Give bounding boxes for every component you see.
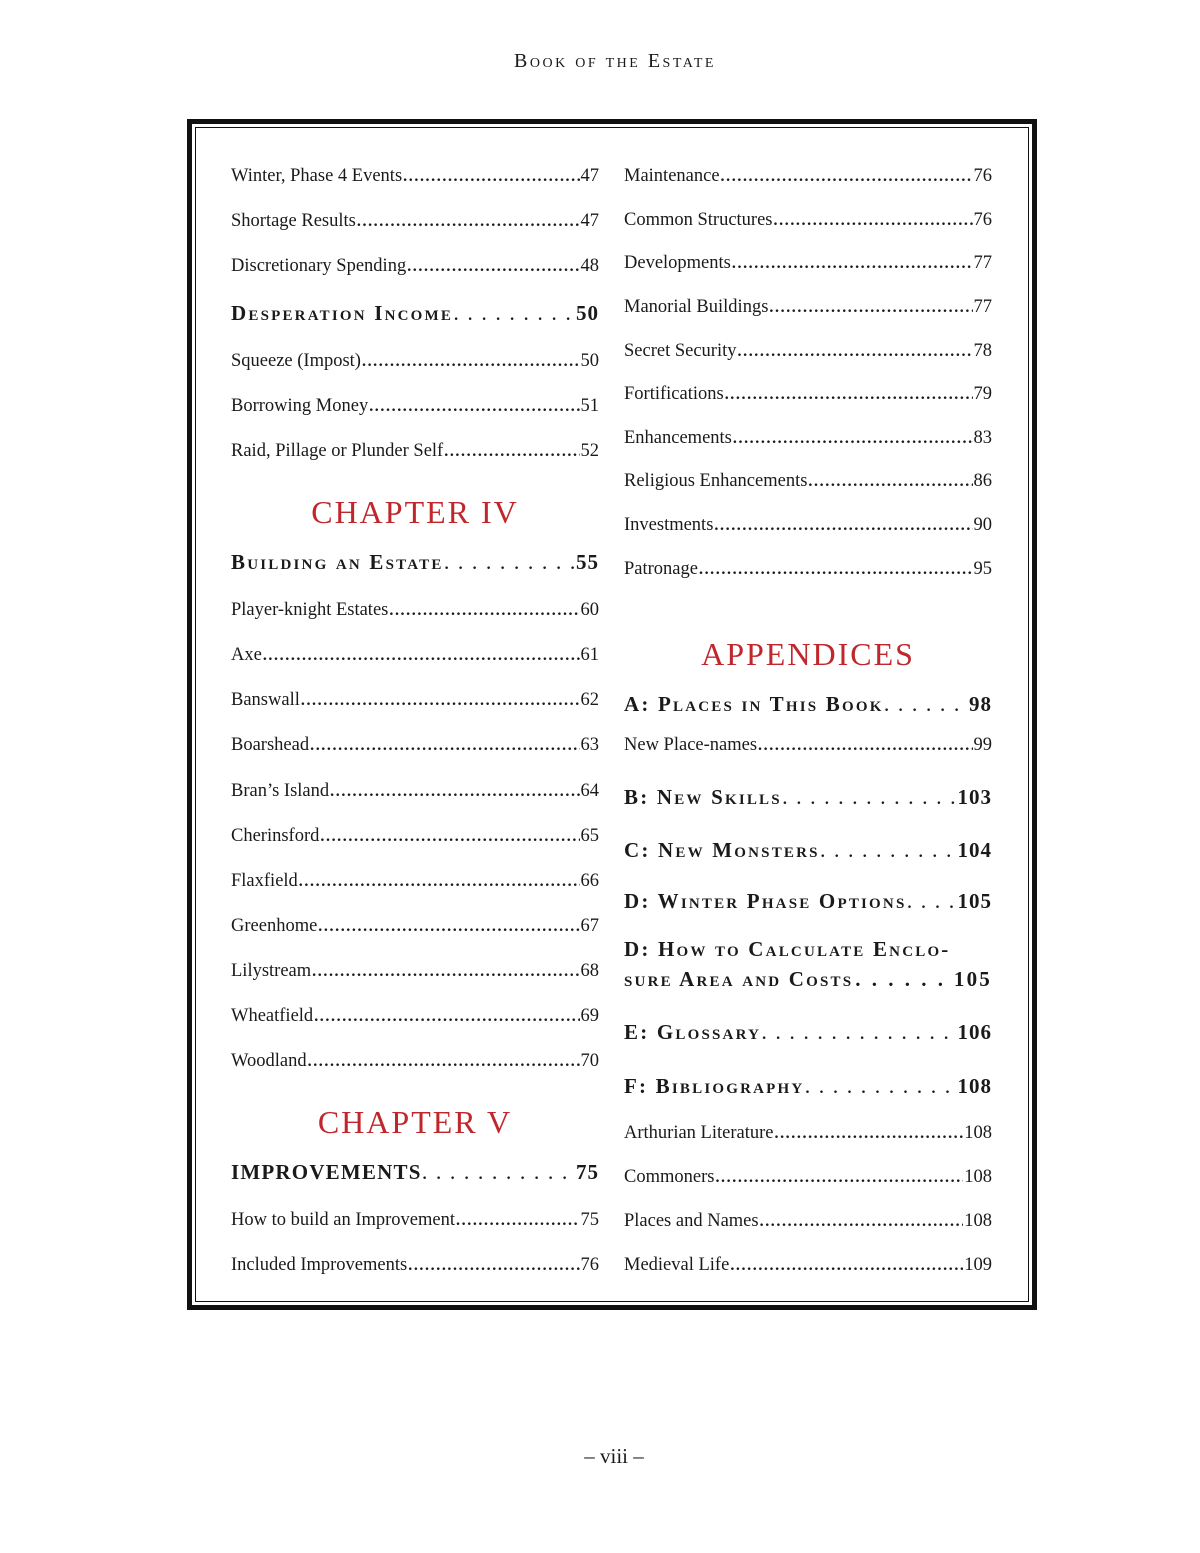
toc-entry-page: 48	[580, 256, 599, 276]
toc-entry[interactable]	[231, 733, 599, 758]
toc-entry[interactable]	[231, 209, 599, 234]
toc-entry-label: Raid, Pillage or Plunder Self	[231, 441, 444, 461]
toc-entry[interactable]	[624, 164, 992, 189]
dot-leader	[357, 210, 580, 234]
dot-leader	[408, 1254, 579, 1278]
toc-entry[interactable]	[231, 1004, 599, 1029]
toc-section-entry[interactable]	[624, 887, 992, 918]
dot-leader	[454, 302, 575, 330]
toc-entry[interactable]	[231, 254, 599, 279]
dot-leader	[730, 1254, 963, 1278]
toc-entry-label: Manorial Buildings	[624, 297, 769, 317]
dot-leader	[721, 165, 973, 189]
dot-leader	[362, 350, 580, 374]
toc-entry-label: Desperation Income	[231, 301, 454, 325]
toc-entry[interactable]	[231, 164, 599, 189]
toc-entry-label: B: New Skills	[624, 785, 782, 809]
dot-leader	[762, 1021, 956, 1049]
toc-entry-label: Enhancements	[624, 428, 732, 448]
toc-entry-label: Building an Estate	[231, 550, 444, 574]
toc-entry-label: Commoners	[624, 1167, 715, 1187]
dot-leader	[301, 689, 580, 713]
toc-section-entry[interactable]	[624, 783, 992, 814]
toc-entry-page: 108	[957, 1074, 992, 1098]
toc-entry-label: Included Improvements	[231, 1255, 408, 1275]
toc-entry[interactable]	[231, 779, 599, 804]
toc-entry-label: Common Structures	[624, 210, 773, 230]
dot-leader	[774, 209, 973, 233]
toc-entry-page: 95	[973, 559, 992, 579]
dot-leader	[774, 1122, 963, 1146]
toc-entry-label: Player-knight Estates	[231, 600, 389, 620]
toc-entry-page: 108	[964, 1211, 992, 1231]
toc-entry[interactable]	[231, 643, 599, 668]
toc-entry-line2	[624, 964, 992, 994]
toc-entry-page: 75	[576, 1160, 599, 1184]
dot-leader	[732, 252, 973, 276]
toc-entry-page: 76	[973, 210, 992, 230]
toc-entry-label: Woodland	[231, 1051, 307, 1071]
toc-entry[interactable]	[231, 394, 599, 419]
toc-entry-label: C: New Monsters	[624, 838, 820, 862]
toc-entry-page: 50	[580, 351, 599, 371]
toc-entry-page: 62	[580, 690, 599, 710]
toc-entry[interactable]	[231, 439, 599, 464]
toc-entry-page: 51	[580, 396, 599, 416]
toc-entry-page: 69	[580, 1006, 599, 1026]
toc-entry-label: Shortage Results	[231, 211, 356, 231]
toc-entry-page: 65	[580, 826, 599, 846]
toc-entry-page: 86	[973, 471, 992, 491]
dot-leader	[445, 551, 575, 579]
toc-entry-label: Medieval Life	[624, 1255, 730, 1275]
toc-entry[interactable]	[624, 733, 992, 758]
toc-entry-page: 104	[957, 838, 992, 862]
toc-entry[interactable]	[624, 513, 992, 538]
toc-entry-page: 77	[973, 297, 992, 317]
toc-entry[interactable]	[231, 824, 599, 849]
dot-leader	[783, 786, 957, 814]
toc-entry-label: Wheatfield	[231, 1006, 314, 1026]
dot-leader	[821, 839, 957, 867]
toc-entry-label: F: Bibliography	[624, 1074, 805, 1098]
dot-leader	[908, 890, 957, 918]
toc-entry[interactable]	[624, 295, 992, 320]
toc-entry-page: 64	[580, 781, 599, 801]
toc-entry[interactable]	[231, 869, 599, 894]
toc-entry[interactable]	[231, 688, 599, 713]
toc-entry-label: How to build an Improvement	[231, 1210, 456, 1230]
toc-entry-page: 83	[973, 428, 992, 448]
toc-entry-label: Maintenance	[624, 166, 720, 186]
dot-leader	[369, 395, 579, 419]
toc-entry[interactable]	[624, 1165, 992, 1190]
toc-frame	[187, 119, 1037, 1310]
toc-entry-label: Fortifications	[624, 384, 724, 404]
toc-entry[interactable]	[231, 1049, 599, 1074]
toc-entry[interactable]	[624, 557, 992, 582]
toc-entry-label: Lilystream	[231, 961, 312, 981]
toc-entry-page: 47	[580, 211, 599, 231]
dot-leader	[758, 734, 972, 758]
toc-entry[interactable]	[231, 598, 599, 623]
toc-section-entry[interactable]	[231, 299, 599, 330]
toc-entry-label: A: Places in This Book	[624, 692, 884, 716]
toc-entry-page: 108	[964, 1167, 992, 1187]
toc-section-entry[interactable]	[624, 1072, 992, 1103]
dot-leader	[423, 1161, 575, 1189]
dot-leader	[805, 1075, 956, 1103]
dot-leader	[885, 693, 968, 721]
toc-entry-page: 60	[580, 600, 599, 620]
toc-entry-page: 79	[973, 384, 992, 404]
toc-entry[interactable]	[624, 382, 992, 407]
toc-entry[interactable]	[624, 469, 992, 494]
toc-entry-label: Winter, Phase 4 Events	[231, 166, 403, 186]
page-number: – viii –	[584, 1444, 644, 1468]
toc-section-entry[interactable]	[624, 836, 992, 867]
dot-leader	[456, 1209, 579, 1233]
toc-entry[interactable]	[231, 1208, 599, 1233]
toc-entry-page: 76	[580, 1255, 599, 1275]
toc-entry-label: Patronage	[624, 559, 698, 579]
toc-entry-page: 76	[973, 166, 992, 186]
toc-entry-page: 75	[580, 1210, 599, 1230]
toc-entry-label: E: Glossary	[624, 1020, 762, 1044]
toc-entry[interactable]	[624, 1209, 992, 1234]
toc-entry[interactable]	[231, 959, 599, 984]
toc-entry-label-line2: sure Area and Costs	[624, 967, 854, 991]
toc-section-entry[interactable]	[624, 1018, 992, 1049]
dot-leader	[308, 1050, 580, 1074]
toc-entry-label-line1: D: How to Calculate Enclo-	[624, 937, 951, 961]
toc-entry-label: IMPROVEMENTS	[231, 1160, 422, 1184]
dot-leader	[312, 960, 579, 984]
toc-entry-page: 66	[580, 871, 599, 891]
toc-entry-label: Squeeze (Impost)	[231, 351, 361, 371]
dot-leader	[760, 1210, 964, 1234]
chapter-heading: CHAPTER IV	[311, 494, 519, 530]
toc-entry-page: 47	[580, 166, 599, 186]
toc-entry-page: 70	[580, 1051, 599, 1071]
toc-entry-page: 78	[973, 341, 992, 361]
dot-leader	[263, 644, 580, 668]
toc-entry[interactable]	[624, 426, 992, 451]
dot-leader	[320, 825, 579, 849]
toc-entry-page: 106	[957, 1020, 992, 1044]
toc-entry-label: Secret Security	[624, 341, 737, 361]
dot-leader	[808, 470, 972, 494]
toc-section-entry[interactable]	[231, 1158, 599, 1189]
dot-leader	[403, 165, 579, 189]
toc-entry-page: 103	[957, 785, 992, 809]
toc-entry-label: Religious Enhancements	[624, 471, 808, 491]
toc-entry-label: Bran’s Island	[231, 781, 330, 801]
dot-leader	[699, 558, 973, 582]
dot-leader	[738, 340, 973, 364]
chapter-heading: CHAPTER V	[317, 1104, 513, 1140]
dot-leader	[299, 870, 580, 894]
toc-entry-label: Flaxfield	[231, 871, 298, 891]
dot-leader	[330, 780, 579, 804]
toc-entry-label: Banswall	[231, 690, 300, 710]
toc-entry-label: Arthurian Literature	[624, 1123, 774, 1143]
dot-leader	[310, 734, 579, 758]
toc-entry[interactable]	[624, 1253, 992, 1278]
toc-entry-label: Discretionary Spending	[231, 256, 407, 276]
toc-entry[interactable]	[624, 208, 992, 233]
toc-entry-label: Cherinsford	[231, 826, 320, 846]
dot-leader	[855, 964, 952, 994]
toc-entry-page: 61	[580, 645, 599, 665]
dot-leader	[407, 255, 579, 279]
dot-leader	[725, 383, 973, 407]
toc-entry[interactable]	[624, 339, 992, 364]
toc-entry-page: 109	[964, 1255, 992, 1275]
running-head: Book of the Estate	[514, 50, 716, 72]
toc-entry[interactable]	[624, 1121, 992, 1146]
toc-section-entry-wrapped[interactable]	[624, 934, 992, 994]
toc-entry-page: 105	[957, 889, 992, 913]
toc-entry-page: 105	[953, 967, 992, 991]
toc-entry-page: 63	[580, 735, 599, 755]
toc-entry-label: Boarshead	[231, 735, 310, 755]
appendices-heading: APPENDICES	[701, 636, 915, 672]
toc-entry-label: New Place-names	[624, 735, 758, 755]
toc-entry[interactable]	[624, 251, 992, 276]
toc-entry-label: D: Winter Phase Options	[624, 889, 907, 913]
toc-entry[interactable]	[231, 914, 599, 939]
toc-entry-page: 108	[964, 1123, 992, 1143]
toc-section-entry[interactable]	[231, 548, 599, 579]
toc-entry-label: Investments	[624, 515, 714, 535]
dot-leader	[714, 514, 972, 538]
dot-leader	[715, 1166, 963, 1190]
toc-entry-label: Axe	[231, 645, 262, 665]
toc-entry-page: 67	[580, 916, 599, 936]
toc-entry-page: 55	[576, 550, 599, 574]
dot-leader	[444, 440, 579, 464]
toc-entry-page: 98	[969, 692, 992, 716]
dot-leader	[318, 915, 579, 939]
toc-entry-label: Greenhome	[231, 916, 318, 936]
toc-entry[interactable]	[231, 349, 599, 374]
dot-leader	[733, 427, 973, 451]
dot-leader	[314, 1005, 579, 1029]
toc-entry-page: 50	[576, 301, 599, 325]
toc-entry-label: Developments	[624, 253, 731, 273]
toc-entry-page: 52	[580, 441, 599, 461]
toc-entry-page: 68	[580, 961, 599, 981]
toc-entry-page: 77	[973, 253, 992, 273]
toc-section-entry[interactable]	[624, 690, 992, 721]
toc-entry-page: 99	[973, 735, 992, 755]
toc-entry-label: Places and Names	[624, 1211, 759, 1231]
dot-leader	[769, 296, 972, 320]
toc-entry-label: Borrowing Money	[231, 396, 369, 416]
toc-entry[interactable]	[231, 1253, 599, 1278]
toc-entry-page: 90	[973, 515, 992, 535]
dot-leader	[389, 599, 579, 623]
